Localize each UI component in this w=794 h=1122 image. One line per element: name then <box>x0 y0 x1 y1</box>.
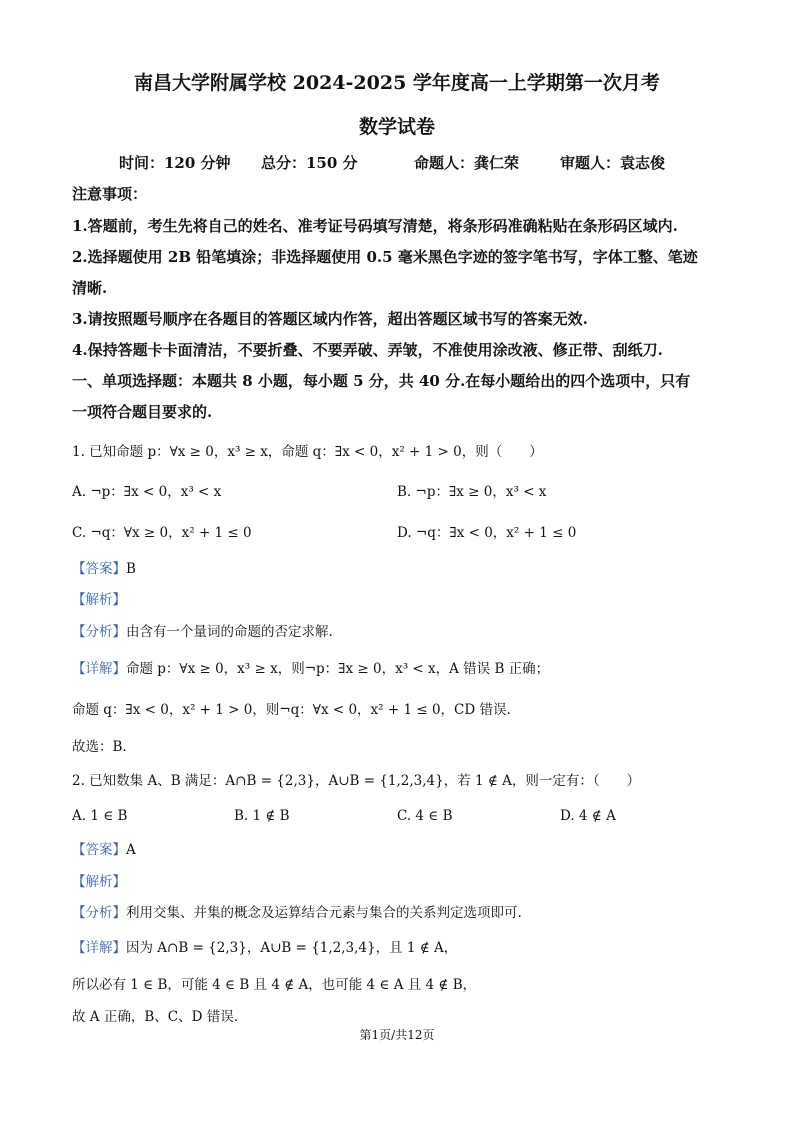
notice-item-1: 1.答题前，考生先将自己的姓名、准考证号码填写清楚，将条形码准确粘贴在条形码区域内. <box>72 217 678 235</box>
q1-option-d: D. ¬q：∃x < 0，x² + 1 ≤ 0 <box>397 525 577 541</box>
q1-analysis-tag: 【解析】 <box>72 592 126 608</box>
q2-fenxi-tag: 【分析】 <box>72 905 126 921</box>
q2-conclusion: 故 A 正确，B、C、D 错误. <box>72 1009 238 1025</box>
section-heading-line1: 一、单项选择题：本题共 8 小题，每小题 5 分，共 40 分.在每小题给出的四个选项中，只有 <box>72 372 691 390</box>
q1-option-c: C. ¬q：∀x ≥ 0，x² + 1 ≤ 0 <box>72 525 252 541</box>
q1-answer-tag: 【答案】 <box>72 561 126 577</box>
q1-answer-value: B <box>126 561 136 577</box>
page-number-footer: 第1页/共12页 <box>359 1028 435 1042</box>
q2-detail-text-2: 所以必有 1 ∈ B，可能 4 ∈ B 且 4 ∉ A，也可能 4 ∈ A 且 4 ∉ B， <box>72 977 477 993</box>
q1-detail-tag: 【详解】 <box>72 661 126 677</box>
q1-option-b: B. ¬p：∃x ≥ 0，x³ < x <box>397 484 547 500</box>
q2-detail-tag: 【详解】 <box>72 940 126 956</box>
info-time: 时间：120 分钟 <box>119 154 231 172</box>
q1-fenxi-text: 由含有一个量词的命题的否定求解. <box>126 624 333 640</box>
q2-option-a: A. 1 ∈ B <box>72 808 128 824</box>
q2-detail-line <box>72 936 457 956</box>
q2-fenxi-text: 利用交集、并集的概念及运算结合元素与集合的关系判定选项即可. <box>126 905 522 921</box>
q2-stem: 2. 已知数集 A、B 满足：A∩B = {2,3}，A∪B = {1,2,3,4}，若 1 ∉ A，则一定有：（ ） <box>72 773 641 789</box>
q1-fenxi-line <box>72 620 333 640</box>
q1-answer-line <box>72 557 136 577</box>
q2-answer-line <box>72 838 136 858</box>
notice-item-2-cont: 清晰. <box>72 279 108 297</box>
q1-conclusion: 故选：B. <box>72 739 127 755</box>
notice-item-4: 4.保持答题卡卡面清洁，不要折叠、不要弄破、弄皱，不准使用涂改液、修正带、刮纸刀. <box>72 341 663 359</box>
q1-detail-text-1: 命题 p：∀x ≥ 0，x³ ≥ x，则¬p：∃x ≥ 0，x³ < x，A 错误 B 正确； <box>126 661 550 677</box>
q1-detail-line <box>72 657 549 677</box>
q2-fenxi-line <box>72 901 522 921</box>
q1-fenxi-tag: 【分析】 <box>72 624 126 640</box>
q2-option-d: D. 4 ∉ A <box>560 808 616 824</box>
q2-analysis-tag: 【解析】 <box>72 874 126 890</box>
info-score: 总分：150 分 <box>261 154 358 172</box>
q2-detail-text-1: 因为 A∩B = {2,3}，A∪B = {1,2,3,4}，且 1 ∉ A， <box>126 940 458 956</box>
q2-answer-value: A <box>126 842 136 858</box>
exam-subtitle: 数学试卷 <box>358 116 435 138</box>
q2-option-b: B. 1 ∉ B <box>234 808 290 824</box>
exam-title: 南昌大学附属学校 2024-2025 学年度高一上学期第一次月考 <box>134 72 660 94</box>
info-author: 命题人：龚仁荣 <box>414 154 520 172</box>
q1-detail-text-2: 命题 q：∃x < 0，x² + 1 > 0，则¬q：∀x < 0，x² + 1 ≤ 0，CD 错误. <box>72 702 511 718</box>
notice-item-3: 3.请按照题号顺序在各题目的答题区域内作答，超出答题区域书写的答案无效. <box>72 310 588 328</box>
section-heading-line2: 一项符合题目要求的. <box>72 403 213 421</box>
q2-answer-tag: 【答案】 <box>72 842 126 858</box>
q1-option-a: A. ¬p：∃x < 0，x³ < x <box>72 484 222 500</box>
notice-item-2: 2.选择题使用 2B 铅笔填涂；非选择题使用 0.5 毫米黑色字迹的签字笔书写，字体工整、笔迹 <box>72 248 698 266</box>
q1-stem: 1. 已知命题 p：∀x ≥ 0，x³ ≥ x，命题 q：∃x < 0，x² + 1 > 0，则（ ） <box>72 444 543 460</box>
notice-heading: 注意事项： <box>72 185 148 203</box>
info-reviewer: 审题人：袁志俊 <box>560 154 666 172</box>
q2-option-c: C. 4 ∈ B <box>397 808 453 824</box>
